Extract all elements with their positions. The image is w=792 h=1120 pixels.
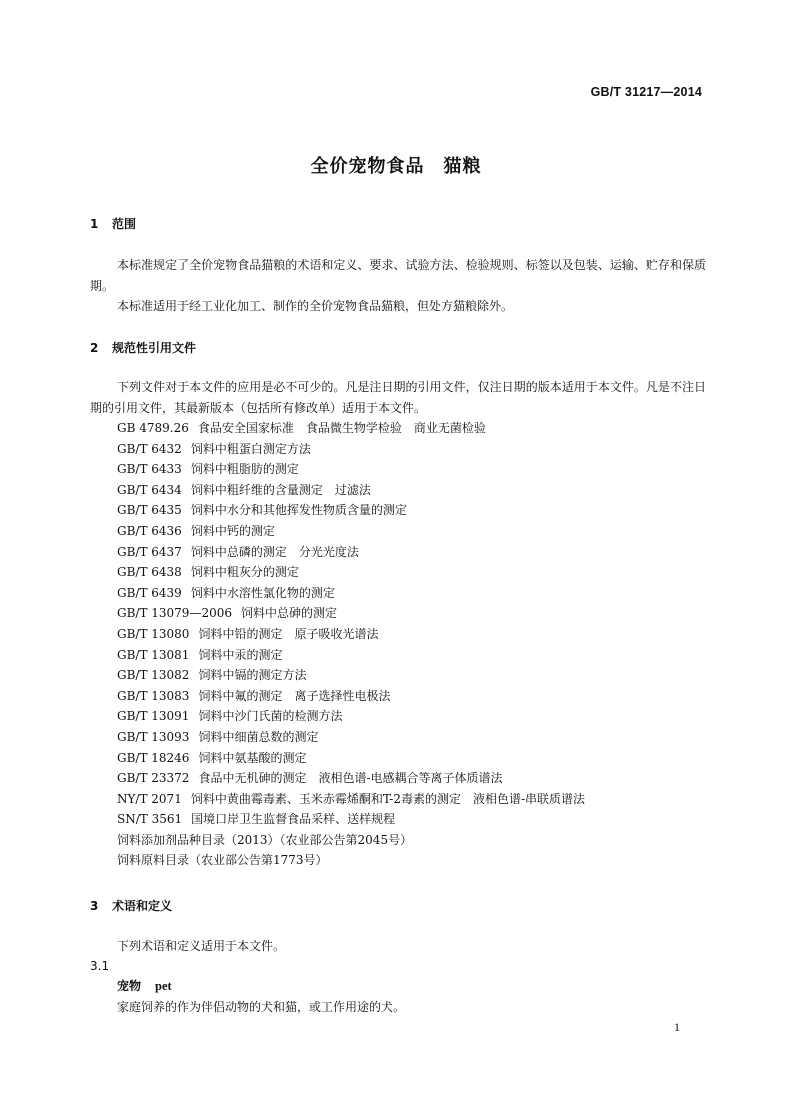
section-number: 1 [90, 217, 99, 231]
reference-item [117, 583, 585, 604]
reference-code: NY/T 2071 [117, 791, 182, 806]
reference-code: GB/T 23372 [117, 771, 190, 786]
reference-code: GB 4789.26 [117, 421, 189, 435]
reference-item [117, 706, 585, 727]
reference-code: GB/T 18246 [117, 750, 190, 765]
normative-references-list [117, 418, 585, 871]
reference-code: GB/T 6435 [117, 503, 182, 518]
standard-code: GB/T 31217—2014 [590, 85, 702, 99]
section-title: 范围 [112, 217, 137, 231]
reference-item [117, 809, 585, 830]
reference-title: 饲料中细菌总数的测定 [198, 729, 319, 744]
reference-item [117, 603, 585, 624]
reference-title: 食品安全国家标准 食品微生物学检验 商业无菌检验 [197, 421, 486, 435]
reference-title: 饲料中铅的测定 原子吸收光谱法 [198, 626, 379, 641]
reference-code: GB/T 6434 [117, 482, 182, 497]
reference-code: GB/T 13081 [117, 647, 190, 662]
reference-code: GB/T 6438 [117, 565, 182, 580]
reference-title: 饲料中总砷的测定 [240, 606, 337, 621]
reference-item [117, 686, 585, 707]
reference-title: 饲料中汞的测定 [198, 647, 283, 662]
reference-item [117, 459, 585, 480]
reference-title: 饲料中钙的测定 [190, 523, 275, 538]
reference-title: 饲料中水分和其他挥发性物质含量的测定 [190, 503, 407, 518]
section-2-heading [90, 339, 196, 356]
reference-title: 饲料添加剂品种目录（2013）（农业部公告第2045号） [117, 832, 413, 847]
section-number: 2 [90, 341, 99, 355]
page-number: 1 [674, 1020, 680, 1034]
section-title: 规范性引用文件 [112, 341, 197, 355]
reference-title: 饲料中黄曲霉毒素、玉米赤霉烯酮和T-2毒素的测定 液相色谱-串联质谱法 [190, 791, 586, 806]
reference-code: GB/T 13082 [117, 668, 190, 683]
reference-title: 饲料中粗灰分的测定 [190, 565, 299, 580]
reference-title: 饲料中粗蛋白测定方法 [190, 441, 311, 456]
term-english: pet [155, 979, 172, 993]
reference-item [117, 521, 585, 542]
reference-item [117, 562, 585, 583]
reference-code: GB/T 13080 [117, 626, 190, 641]
section-number: 3 [90, 899, 99, 913]
reference-item [117, 665, 585, 686]
reference-title: 饲料中粗脂肪的测定 [190, 462, 299, 477]
reference-code: GB/T 13091 [117, 709, 190, 724]
reference-title: 国境口岸卫生监督食品采样、送样规程 [191, 812, 396, 827]
document-title: 全价宠物食品 猫粮 [310, 156, 482, 177]
reference-title: 饲料中粗纤维的含量测定 过滤法 [190, 482, 371, 497]
reference-code: GB/T 6437 [117, 544, 182, 559]
reference-code: GB/T 6433 [117, 462, 182, 477]
reference-item [117, 480, 585, 501]
reference-item [117, 645, 585, 666]
reference-code: GB/T 13093 [117, 729, 190, 744]
section-title: 术语和定义 [112, 899, 173, 913]
section-3-heading [90, 897, 172, 914]
reference-title: 饲料中总磷的测定 分光光度法 [190, 544, 359, 559]
reference-title: 饲料原料目录（农业部公告第1773号） [117, 853, 328, 868]
references-intro: 下列文件对于本文件的应用是必不可少的。凡是注日期的引用文件，仅注日期的版本适用于本文件。凡是不注日期的引用文件，其最新版本（包括所有修改单）适用于本文件。 [90, 380, 706, 415]
term-number: 3.1 [90, 959, 110, 973]
reference-code: GB/T 13083 [117, 688, 190, 703]
reference-title: 饲料中氨基酸的测定 [198, 750, 307, 765]
reference-item [117, 748, 585, 769]
reference-title: 食品中无机砷的测定 液相色谱-电感耦合等离子体质谱法 [198, 771, 503, 786]
reference-item [117, 830, 585, 851]
term-chinese: 宠物 [117, 979, 142, 993]
reference-title: 饲料中镉的测定方法 [198, 668, 307, 683]
reference-title: 饲料中沙门氏菌的检测方法 [198, 709, 343, 724]
section-1-heading [90, 215, 136, 232]
reference-code: SN/T 3561 [117, 812, 183, 827]
reference-code: GB/T 6439 [117, 585, 182, 600]
term-definition: 家庭饲养的作为伴侣动物的犬和猫，或工作用途的犬。 [117, 1000, 406, 1014]
reference-item [117, 727, 585, 748]
reference-item [117, 500, 585, 521]
reference-code: GB/T 6432 [117, 441, 182, 456]
reference-title: 饲料中氟的测定 离子选择性电极法 [198, 688, 391, 703]
reference-item [117, 768, 585, 789]
reference-item [117, 542, 585, 563]
reference-item [117, 624, 585, 645]
scope-paragraph-1: 本标准规定了全价宠物食品猫粮的术语和定义、要求、试验方法、检验规则、标签以及包装、运输、贮存和保质期。 [90, 258, 706, 293]
reference-code: GB/T 13079—2006 [117, 606, 232, 621]
reference-item [117, 439, 585, 460]
reference-title: 饲料中水溶性氯化物的测定 [190, 585, 335, 600]
scope-paragraph-2: 本标准适用于经工业化加工、制作的全价宠物食品猫粮，但处方猫粮除外。 [117, 299, 514, 313]
reference-code: GB/T 6436 [117, 523, 182, 538]
reference-item [117, 418, 585, 439]
reference-item [117, 789, 585, 810]
term-entry [117, 977, 172, 994]
terms-intro: 下列术语和定义适用于本文件。 [117, 939, 286, 953]
reference-item [117, 850, 585, 871]
